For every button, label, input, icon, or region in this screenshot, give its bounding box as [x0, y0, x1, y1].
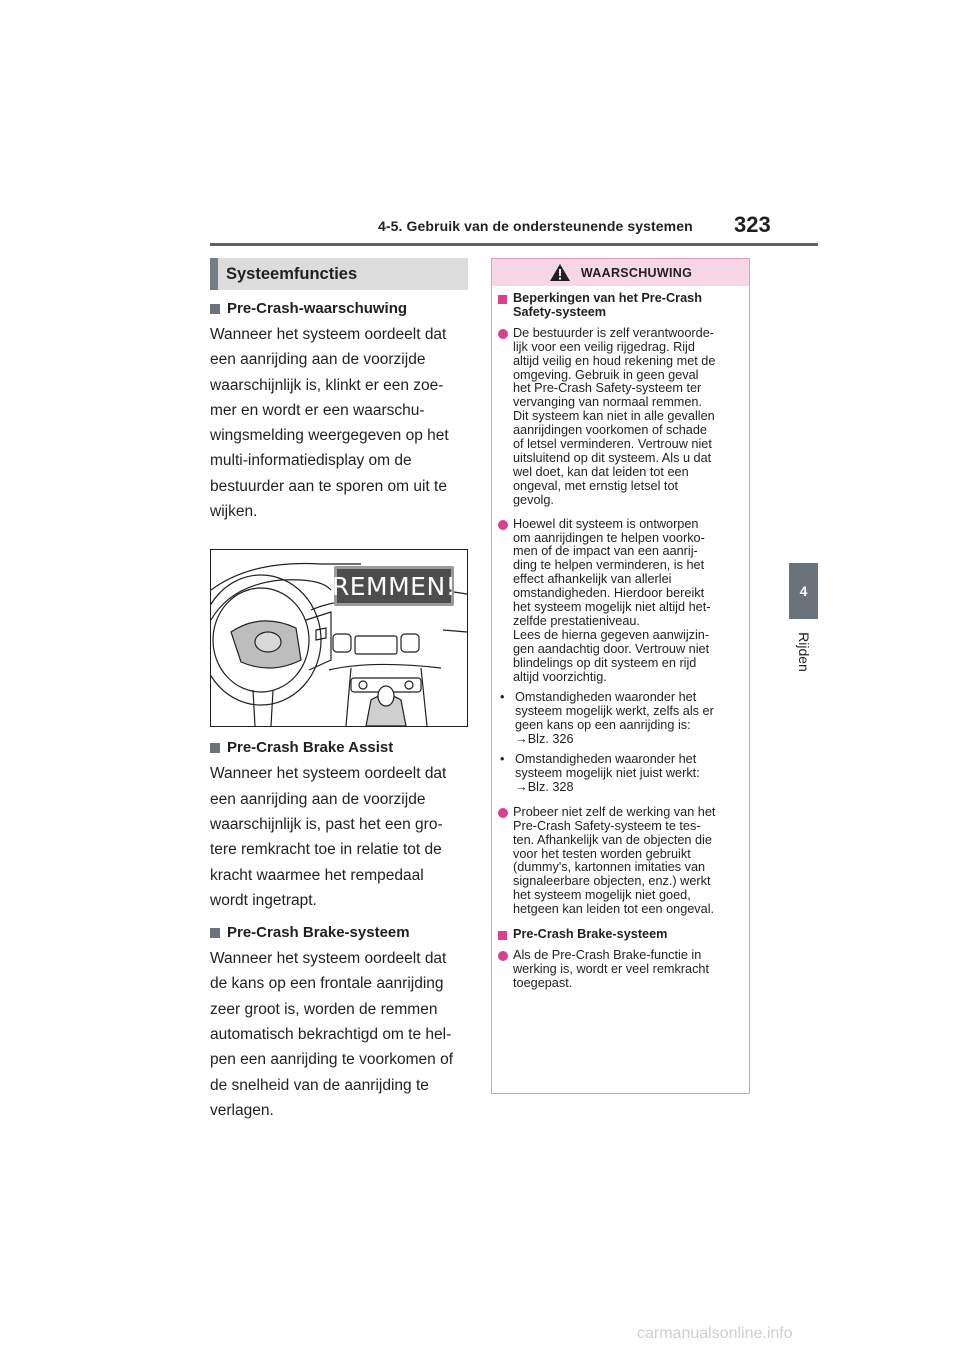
warning-item-text: Probeer niet zelf de werking van het Pre-Crash Safety-systeem te tes- ten. Afhankelijk van de objecten die voor het testen worden gebruikt (dummy's, kartonnen imitaties van signaleerbare objecten, enz.) werkt het systeem mogelijk niet goed, hetgeen kan leiden tot een ongeval. — [513, 804, 716, 917]
square-bullet-icon — [210, 743, 220, 753]
warning-item-text: Hoewel dit systeem is ontworpen om aanrijdingen te helpen voorko- men of de impact van een aanrij- ding te helpen verminderen, is het effect afhankelijk van allerlei omstandigheden. Hierdoor bereikt het systeem mogelijk niet altijd het- zelfde prestatieniveau. Lees de hierna gegeven aanwijzin- gen aandachtig door. Vertrouw niet blindelings op dit systeem en rijd altijd voorzichtig. — [513, 516, 711, 684]
watermark: carmanualsonline.info — [637, 1325, 793, 1342]
paragraph-pre-crash-warning: Wanneer het systeem oordeelt dat een aanrijding aan de voorzijde waarschijnlijk is, klinkt er een zoe- mer en wordt er een waarschu- wingsmelding weergegeven op het multi-informatiedisplay om de bestuurder aan te sporen om uit te wijken. — [210, 326, 449, 521]
warning-bullet-text: Omstandigheden waaronder het systeem mogelijk niet juist werkt: →Blz. 328 — [515, 752, 700, 794]
square-bullet-icon — [210, 304, 220, 314]
warning-triangle-icon — [549, 263, 571, 282]
warning-subheading-text: Pre-Crash Brake-systeem — [513, 927, 668, 942]
paragraph-brake-system: Wanneer het systeem oordeelt dat de kans op een frontale aanrijding zeer groot is, worden de remmen automatisch bekrachtigd om te hel- pen een aanrijding te voorkomen of de snelheid van de aanrijding te verlagen. — [210, 950, 453, 1119]
warning-item-text: Als de Pre-Crash Brake-functie in werking is, wordt er veel remkracht toegepast. — [513, 947, 710, 990]
subheading-brake-assist — [210, 739, 468, 756]
dashboard-illustration — [210, 549, 468, 727]
subheading-text: Pre-Crash Brake Assist — [227, 739, 394, 757]
chapter-label — [782, 630, 826, 674]
warning-subheading-brake-system — [498, 928, 741, 942]
subheading-pre-crash-warning — [210, 300, 468, 317]
section-title: 4-5. Gebruik van de ondersteunende systemen — [378, 218, 693, 234]
square-bullet-icon — [210, 928, 220, 938]
warning-item-text: De bestuurder is zelf verantwoorde- lijk voor een veilig rijgedrag. Rijd altijd veilig en houd rekening met de omgeving. Gebruik in geen geval het Pre-Crash Safety-systeem ter vervanging van normaal remmen. Dit systeem kan niet in alle gevallen aanrijdingen voorkomen of schade of letsel verminderen. Vertrouw niet uitsluitend op dit systeem. Als u dat wel doet, kan dat leiden tot een ongeval, met ernstig letsel tot gevolg. — [513, 325, 716, 507]
warning-bullet — [498, 753, 741, 795]
header-rule — [210, 243, 818, 246]
warning-item — [498, 949, 741, 991]
circle-bullet-icon — [498, 808, 508, 818]
warning-subheading-text: Beperkingen van het Pre-Crash Safety-systeem — [513, 291, 702, 319]
circle-bullet-icon — [498, 329, 508, 339]
warning-item — [498, 327, 741, 508]
chapter-label-text: Rijden — [795, 632, 812, 672]
circle-bullet-icon — [498, 520, 508, 530]
warning-bullet-text: Omstandigheden waaronder het systeem mogelijk werkt, zelfs als er geen kans op een aanrijding is: →Blz. 326 — [515, 690, 714, 747]
paragraph-brake-assist: Wanneer het systeem oordeelt dat een aanrijding aan de voorzijde waarschijnlijk is, past het een gro- tere remkracht toe in relatie tot de kracht waarmee het rempedaal wordt ingetrapt. — [210, 765, 447, 909]
square-bullet-icon — [498, 931, 507, 940]
warning-box — [491, 258, 750, 1094]
chapter-tab[interactable]: 4 — [789, 563, 818, 619]
brake-warning-message: REMMEN! — [334, 566, 454, 606]
warning-bullet — [498, 691, 741, 747]
square-bullet-icon — [498, 295, 507, 304]
page-number: 323 — [734, 212, 771, 237]
page-header — [0, 0, 960, 250]
subheading-text: Pre-Crash-waarschuwing — [227, 300, 408, 317]
warning-header — [492, 259, 749, 286]
section-heading: Systeemfuncties — [210, 258, 468, 290]
warning-subheading-limitations — [498, 292, 741, 320]
warning-item — [498, 518, 741, 685]
warning-item — [498, 806, 741, 917]
bullet-glyph: • — [500, 752, 505, 767]
warning-heading: WAARSCHUWING — [580, 265, 693, 280]
left-column — [210, 258, 468, 1123]
circle-bullet-icon — [498, 951, 508, 961]
subheading-brake-system — [210, 924, 468, 941]
subheading-text: Pre-Crash Brake-systeem — [227, 924, 410, 942]
bullet-glyph: • — [500, 690, 505, 705]
